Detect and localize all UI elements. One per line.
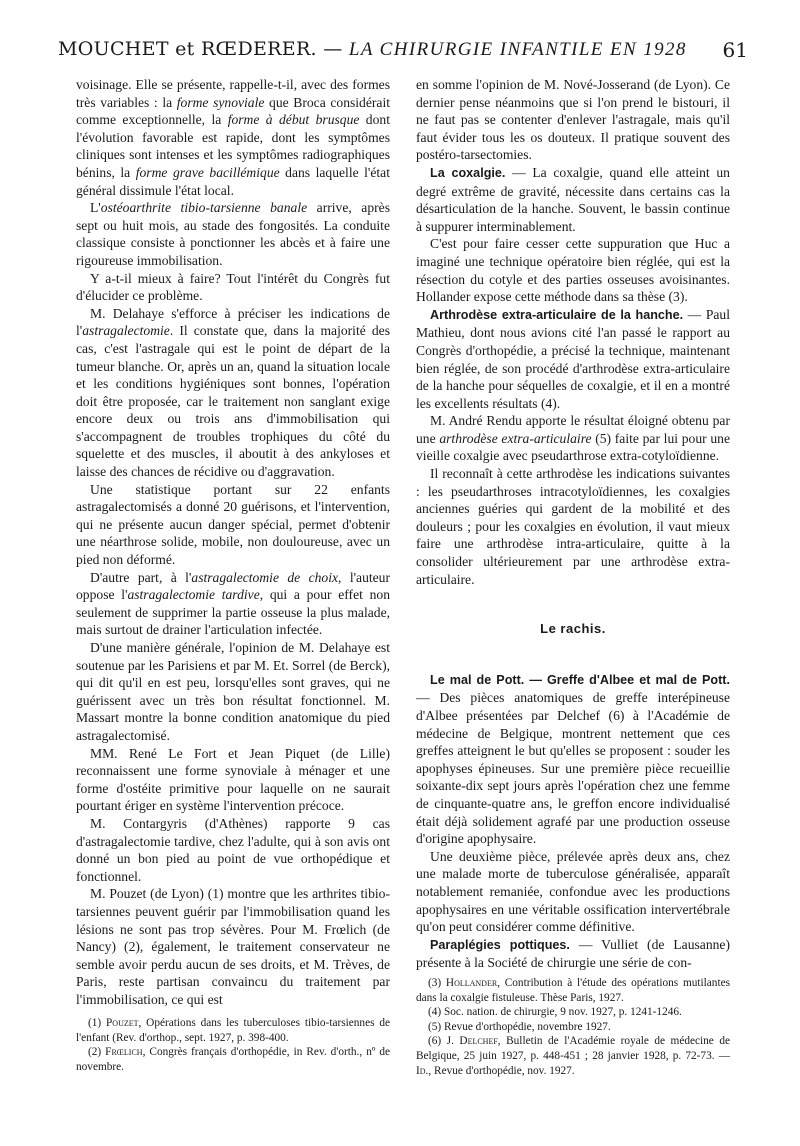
header-authors: MOUCHET et RŒDERER.: [58, 38, 317, 60]
footnote: (2) Frœlich, Congrès français d'orthopédie, in Rev. d'orth., nº de novembre.: [76, 1046, 390, 1073]
paragraph: Le mal de Pott. — Greffe d'Albee et mal de Pott. — Des pièces anatomiques de greffe interépineuse d'Albee présentées par Delchef (6) à l'Académie de médecine de Belgique, montrent nettement que ces greffes atteignent le but qu'elles se proposent : souder les apophyses épineuses. Sur une première pièce recueillie soixante-dix sept jours après l'opération chez une femme de cinquante-quatre ans, le greffon encore individualisé était déjà solidement agrafé par une production osseuse d'origine apophysaire.: [416, 672, 730, 847]
paragraph: M. Delahaye s'efforce à préciser les indications de l'astragalectomie. Il constate que, dans la majorité des cas, c'est l'astragale qui est le point de départ de la tumeur blanche. Or, après un an, quand la situation locale et les conditions hygiéniques sont bonnes, l'opération doit être proposée, car le traitement non sanglant exige encore deux ou trois ans d'immobilisation qui s'accompagnent de troubles trophiques du côté du squelette et des muscles, il aboutit à des ankyloses et laisse des chances de récidive ou d'aggravation.: [76, 305, 390, 480]
paragraph: Une statistique portant sur 22 enfants astragalectomisés a donné 20 guérisons, et l'intervention, qui ne présente aucun danger spécial, permet d'obtenir une néarthrose solide, mobile, non douloureuse, avec un pied non déformé.: [76, 481, 390, 568]
footnotes-left: [76, 1016, 390, 1074]
paragraph: D'autre part, à l'astragalectomie de choix, l'auteur oppose l'astragalectomie tardive, qui a pour effet non seulement de supprimer la partie osseuse la plus malade, mais surtout de drainer l'articulation infectée.: [76, 569, 391, 638]
footnote: (6) J. Delchef, Bulletin de l'Académie royale de médecine de Belgique, 25 juin 1927, p. 448-451 ; 28 janvier 1928, p. 72-73. — Id., Revue d'orthopédie, nov. 1927.: [416, 1035, 730, 1077]
header-text: [58, 38, 687, 61]
right-column: [416, 76, 730, 972]
paragraph: C'est pour faire cesser cette suppuration que Huc a imaginé une technique opératoire bien réglée, qui est la résection du cotyle et des parties osseuses avoisinantes. Hollander expose cette méthode dans sa thèse (3).: [416, 236, 730, 305]
subsection-heading: La coxalgie.: [430, 165, 506, 180]
left-column: [76, 76, 390, 1008]
section-heading: Le rachis.: [540, 621, 606, 637]
paragraph: voisinage. Elle se présente, rappelle-t-il, avec des formes très variables : la forme synoviale que Broca considérait comme exceptionnelle, la forme à début brusque dont l'évolution favorable est rapide, dont les symptômes cliniques sont intenses et les symptômes radiographiques bénins, la forme grave bacillémique dans laquelle l'état général dissimule l'état local.: [76, 77, 390, 198]
footnotes-right: [416, 976, 730, 1078]
paragraph: MM. René Le Fort et Jean Piquet (de Lille) reconnaissent une forme synoviale à ménager et une forme d'ostéite primitive pour laquelle on ne saurait pourtant ériger en système l'intervention précoce.: [76, 745, 390, 814]
header-dash: —: [316, 38, 349, 60]
paragraph: M. Pouzet (de Lyon) (1) montre que les arthrites tibio-tarsiennes peuvent guérir par l'immobilisation quand les lésions ne sont pas trop sévères. Pour M. Frœlich (de Nancy) (2), également, le traitement conservateur ne semble avoir perdu aucun de ses droits, et M. Trèves, de Paris, reste partisan convaincu du traitement par l'immobilisation, ce qui est: [76, 886, 390, 1007]
paragraph: Une deuxième pièce, prélevée après deux ans, chez une malade morte de tuberculose généralisée, apparaît notablement remaniée, confondue avec les productions apophysaires en une véritable ossification intervertébrale qu'on peut considérer comme définitive.: [416, 848, 730, 935]
subsection-heading: Arthrodèse extra-articulaire de la hanche.: [430, 307, 684, 322]
footnote: (3) Hollander, Contribution à l'étude des opérations mutilantes dans la coxalgie fistuleuse. Thèse Paris, 1927.: [416, 977, 731, 1004]
paragraph: Y a-t-il mieux à faire? Tout l'intérêt du Congrès fut d'élucider ce problème.: [76, 270, 390, 304]
footnote: (5) Revue d'orthopédie, novembre 1927.: [428, 1020, 611, 1033]
subsection-heading: Paraplégies pottiques.: [430, 937, 570, 952]
paragraph: Arthrodèse extra-articulaire de la hanche. — Paul Mathieu, dont nous avions cité l'an passé le rapport au Congrès d'orthopédie, a précisé la technique, maintenant bien réglée, de son procédé d'arthrodèse extra-articulaire de la hanche pour séquelles de coxalgie, et il en a montré les excellents résultats (4).: [416, 306, 731, 411]
footnote: (1) Pouzet, Opérations dans les tuberculoses tibio-tarsiennes de l'enfant (Rev. d'orthop., sept. 1927, p. 398-400.: [76, 1017, 390, 1044]
paragraph: La coxalgie. — La coxalgie, quand elle atteint un degré extrême de gravité, nécessite dans certains cas la désarticulation de la hanche. Souvent, le bassin continue à suppurer interminablement.: [416, 164, 730, 234]
paragraph: M. Contargyris (d'Athènes) rapporte 9 cas d'astragalectomie tardive, chez l'adulte, qui à son avis ont donné un bon pied au point de vue orthopédique et fonctionnel.: [76, 815, 390, 884]
header-title: LA CHIRURGIE INFANTILE EN 1928: [348, 39, 687, 60]
running-header: [58, 36, 748, 76]
paragraph: Il reconnaît à cette arthrodèse les indications suivantes : les pseudarthroses intracotyloïdiennes, les coxalgies anciennes guéries qui gardent de la mobilité et des douleurs ; pour les coxalgies en évolution, il vaut mieux faire une arthrodèse intra-articulaire, quitte à la consolider ultérieurement par une arthrodèse extra-articulaire.: [416, 466, 730, 587]
paragraph: en somme l'opinion de M. Nové-Josserand (de Lyon). Ce dernier pense néanmoins que si l'on prend le bistouri, il ne faut pas se contenter d'enlever l'astragale, mais qu'il faut évider tous les os douteux. Il pratique souvent des postéro-tarsectomies.: [416, 77, 730, 163]
subsection-heading: Le mal de Pott. — Greffe d'Albee et mal de Pott.: [430, 672, 730, 687]
footnote: (4) Soc. nation. de chirurgie, 9 nov. 1927, p. 1241-1246.: [428, 1006, 682, 1019]
paragraph: M. André Rendu apporte le résultat éloigné obtenu par une arthrodèse extra-articulaire (5) faite par lui pour une vieille coxalgie avec pseudarthrose extra-cotyloïdienne.: [416, 413, 730, 464]
paragraph: D'une manière générale, l'opinion de M. Delahaye est soutenue par les Parisiens et par M. Et. Sorrel (de Berck), qui dit qu'il en est peu, lorsqu'elles sont graves, qui ne guérissent avec un très bon résultat fonctionnel. M. Massart montre la bonne condition anatomique du pied astragalectomisé.: [76, 640, 390, 743]
page-number: 61: [722, 38, 748, 62]
paragraph: L'ostéoarthrite tibio-tarsienne banale arrive, après sept ou huit mois, au stade des fongosités. La conduite classique consiste à ponctionner les abcès et à faire une rigoureuse immobilisation.: [76, 200, 390, 268]
paragraph: Paraplégies pottiques. — Vulliet (de Lausanne) présente à la Société de chirurgie une série de con-: [416, 936, 730, 971]
